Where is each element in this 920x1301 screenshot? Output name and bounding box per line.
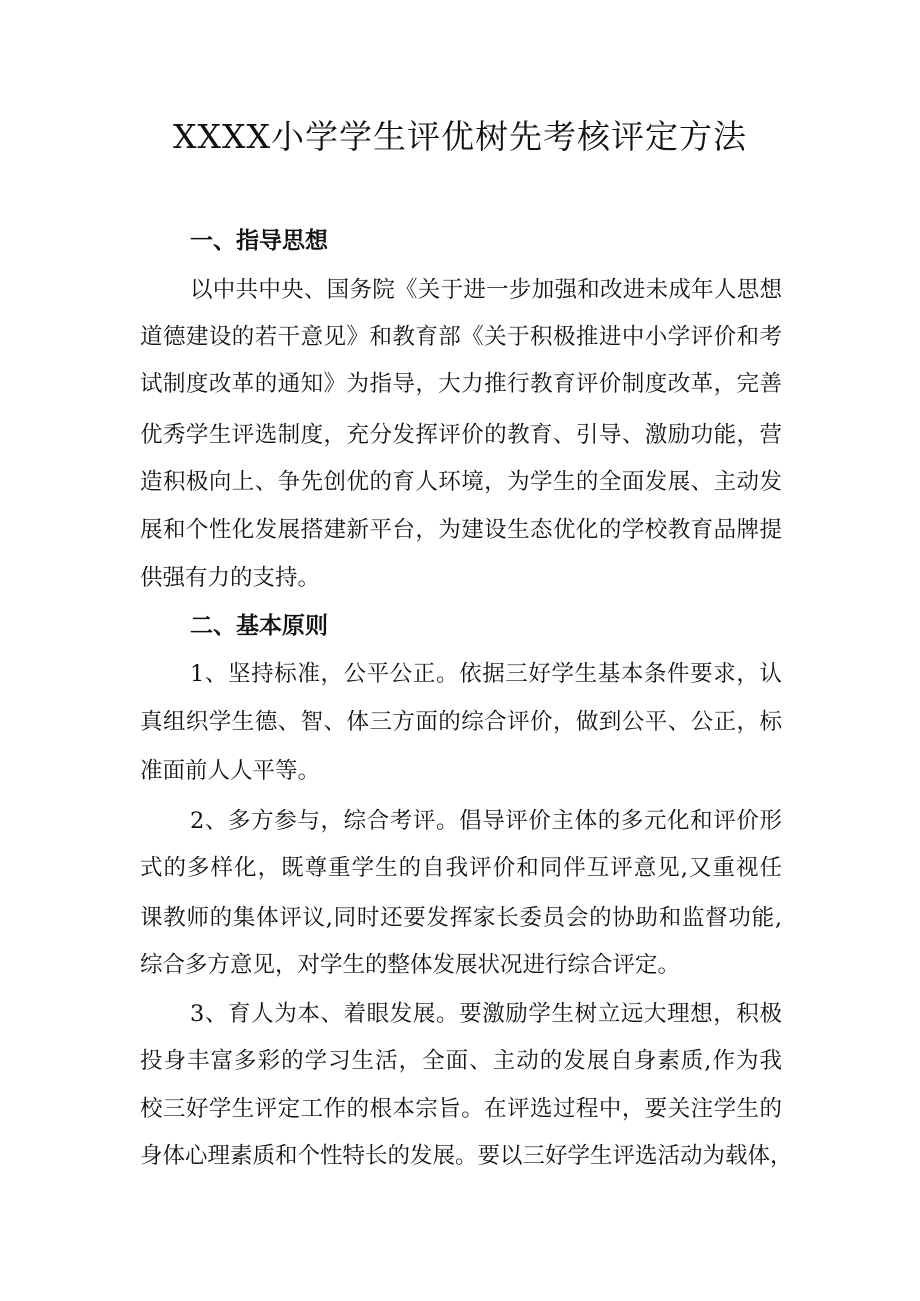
paragraph-line: 供强有力的支持。: [140, 565, 321, 591]
paragraph-line: 式的多样化，既尊重学生的自我评价和同伴互评意见,又重视任: [140, 855, 782, 881]
paragraph-line: 道德建设的若干意见》和教育部《关于积极推进中小学评价和考: [140, 324, 782, 350]
paragraph-line: 3、育人为本、着眼发展。要激励学生树立远大理想，积极: [190, 1001, 782, 1027]
paragraph-line: 投身丰富多彩的学习生活，全面、主动的发展自身素质,作为我: [140, 1048, 782, 1074]
paragraph-line: 展和个性化发展搭建新平台，为建设生态优化的学校教育品牌提: [140, 517, 782, 543]
paragraph-line: 准面前人人平等。: [140, 758, 321, 784]
paragraph-line: 1、坚持标准，公平公正。依据三好学生基本条件要求，认: [190, 661, 782, 687]
section-heading-guiding-thought: 一、指导思想: [190, 228, 328, 254]
paragraph-line: 校三好学生评定工作的根本宗旨。在评选过程中，要关注学生的: [140, 1096, 782, 1122]
section-heading-basic-principles: 二、基本原则: [190, 613, 328, 639]
paragraph-line: 2、多方参与，综合考评。倡导评价主体的多元化和评价形: [190, 808, 782, 834]
paragraph-line: 以中共中央、国务院《关于进一步加强和改进未成年人思想: [190, 277, 782, 303]
document-title: XXXX小学学生评优树先考核评定方法: [173, 117, 747, 156]
paragraph-line: 课教师的集体评议,同时还要发挥家长委员会的协助和监督功能,: [140, 905, 782, 931]
paragraph-line: 试制度改革的通知》为指导，大力推行教育评价制度改革，完善: [140, 371, 782, 397]
paragraph-line: 真组织学生德、智、体三方面的综合评价，做到公平、公正，标: [140, 709, 782, 735]
paragraph-line: 造积极向上、争先创优的育人环境，为学生的全面发展、主动发: [140, 469, 782, 495]
paragraph-line: 身体心理素质和个性特长的发展。要以三好学生评选活动为载体，: [140, 1143, 793, 1169]
paragraph-line: 综合多方意见，对学生的整体发展状况进行综合评定。: [140, 952, 681, 978]
paragraph-line: 优秀学生评选制度，充分发挥评价的教育、引导、激励功能，营: [140, 422, 782, 448]
